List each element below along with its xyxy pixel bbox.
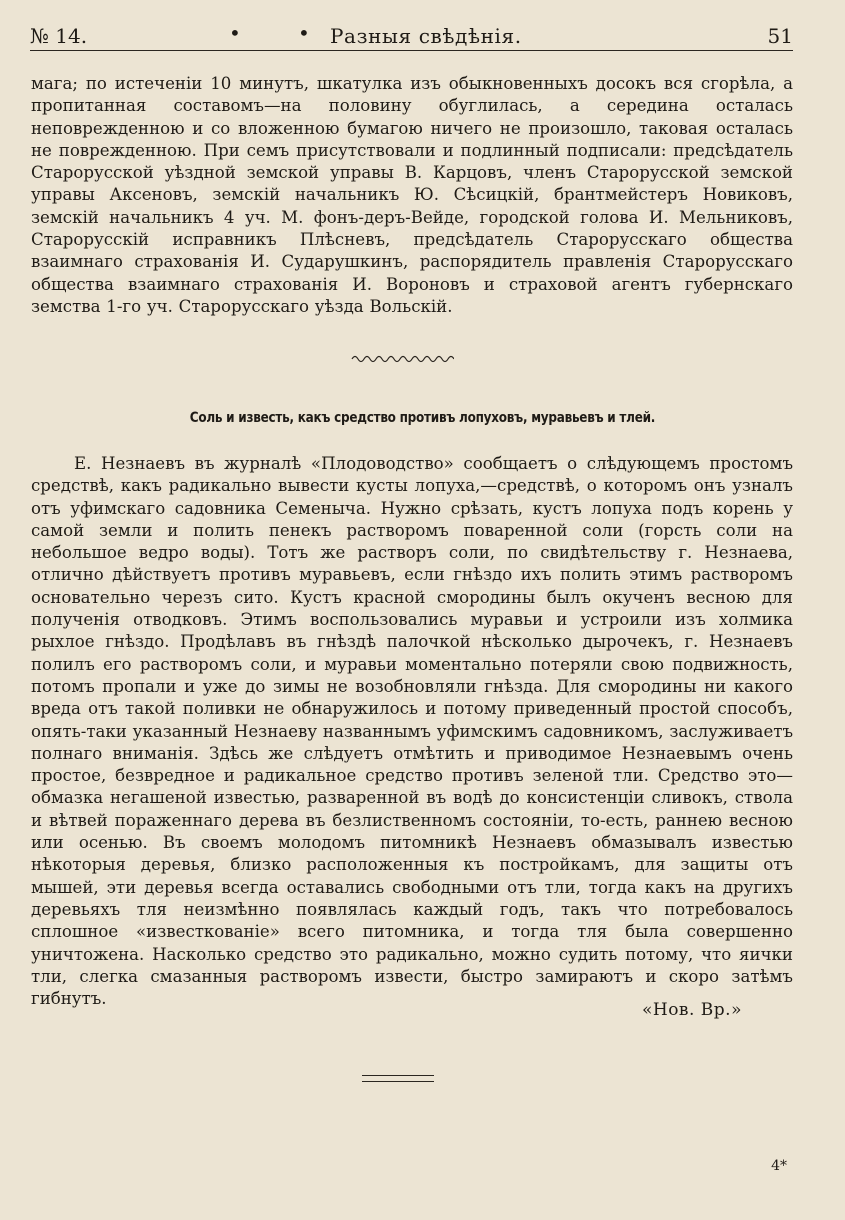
section-title: Разныя свѣдѣнія. xyxy=(330,24,522,48)
article-2-body: Е. Незнаевъ въ журналѣ «Плодоводство» сообщаетъ о слѣдующемъ простомъ средствѣ, какъ радикально вывести кусты лопуха,—средствѣ, о которомъ онъ узналъ отъ уфимскаго садовника Семеныча. Нужно срѣзать, кустъ лопуха подъ корень у самой земли и полить пенекъ растворомъ поваренной соли (горсть соли на небольшое ведро воды). Тотъ же растворъ соли, по свидѣтельству г. Незнаева, отлично дѣйствуетъ противъ муравьевъ, если гнѣздо ихъ полить этимъ растворомъ основательно черезъ сито. Кустъ красной смородины былъ окученъ весною для полученiя отводковъ. Этимъ воспользовались муравьи и устроили изъ холмика рыхлое гнѣздо. Продѣлавъ въ гнѣздѣ палочкой нѣсколько дырочекъ, г. Незнаевъ полилъ его растворомъ соли, и муравьи моментально потеряли свою подвижность, потомъ пропали и уже до зимы не возобновляли гнѣзда. Для смородины ни какого вреда отъ такой поливки не обнаружилось и потому приведенный простой способъ, опять-таки указанный Незнаеву названнымъ уфимскимъ садовникомъ, заслуживаетъ полнаго вниманiя. Здѣсь же слѣдуетъ отмѣтить и приводимое Незнаевымъ очень простое, безвредное и радикальное средство противъ зеленой тли. Средство это—обмазка негашеной известью, разваренной въ водѣ до консистенцiи сливокъ, ствола и вѣтвей пораженнаго дерева въ безлиственномъ состоянiи, то-есть, раннею весною или осенью. Въ своемъ молодомъ питомникѣ Незнаевъ обмазывалъ известью нѣкоторыя деревья, близко расположенныя къ постройкамъ, для защиты отъ мышей, эти деревья всегда оставались свободными отъ тли, тогда какъ на другихъ деревьяхъ тля неизмѣнно появлялась каждый годъ, такъ что потребовалось сплошное «известкованiе» всего питомника, и тогда тля была совершенно уничтожена. Насколько средство это радикально, можно судить потому, что яички тли, слегка смазанныя растворомъ извести, быстро замираютъ и скоро затѣмъ гибнутъ. xyxy=(31,454,793,1009)
section-divider xyxy=(362,1075,434,1082)
wavy-ornament xyxy=(350,350,454,364)
running-header xyxy=(30,22,793,51)
article-2-heading: Соль и известь, какъ средство противъ лопуховъ, муравьевъ и тлей. xyxy=(189,410,656,426)
header-dot-right: • xyxy=(298,21,310,45)
printer-signature-mark: 4* xyxy=(771,1158,787,1174)
issue-number: № 14. xyxy=(30,24,88,48)
header-dot-left: • xyxy=(229,21,241,45)
page-number: 51 xyxy=(767,24,793,48)
article-1-continuation: мага; по истеченiи 10 минутъ, шкатулка изъ обыкновенныхъ досокъ вся сгорѣла, а пропитанная составомъ—на половину обуглилась, а середина осталась неповрежденною и со вложенною бумагою ничего не произошло, таковая осталась не поврежденною. При семъ присутствовали и подлинный подписали: предсѣдатель Старорусской уѣздной земской управы В. Карцовъ, членъ Старорусской земской управы Аксеновъ, земскiй начальникъ Ю. Сѣсицкiй, брантмейстеръ Новиковъ, земскiй начальникъ 4 уч. М. фонъ-деръ-Вейде, городской голова И. Мельниковъ, Старорусскiй исправникъ Плѣсневъ, предсѣдатель Старорусскаго общества взаимнаго страхованiя И. Сударушкинъ, распорядитель правленiя Старорусскаго общества взаимнаго страхованiя И. Вороновъ и страховой агентъ губернскаго земства 1-го уч. Старорусскаго уѣзда Вольскiй. xyxy=(31,74,793,316)
source-citation: «Нов. Вр.» xyxy=(641,1000,742,1020)
